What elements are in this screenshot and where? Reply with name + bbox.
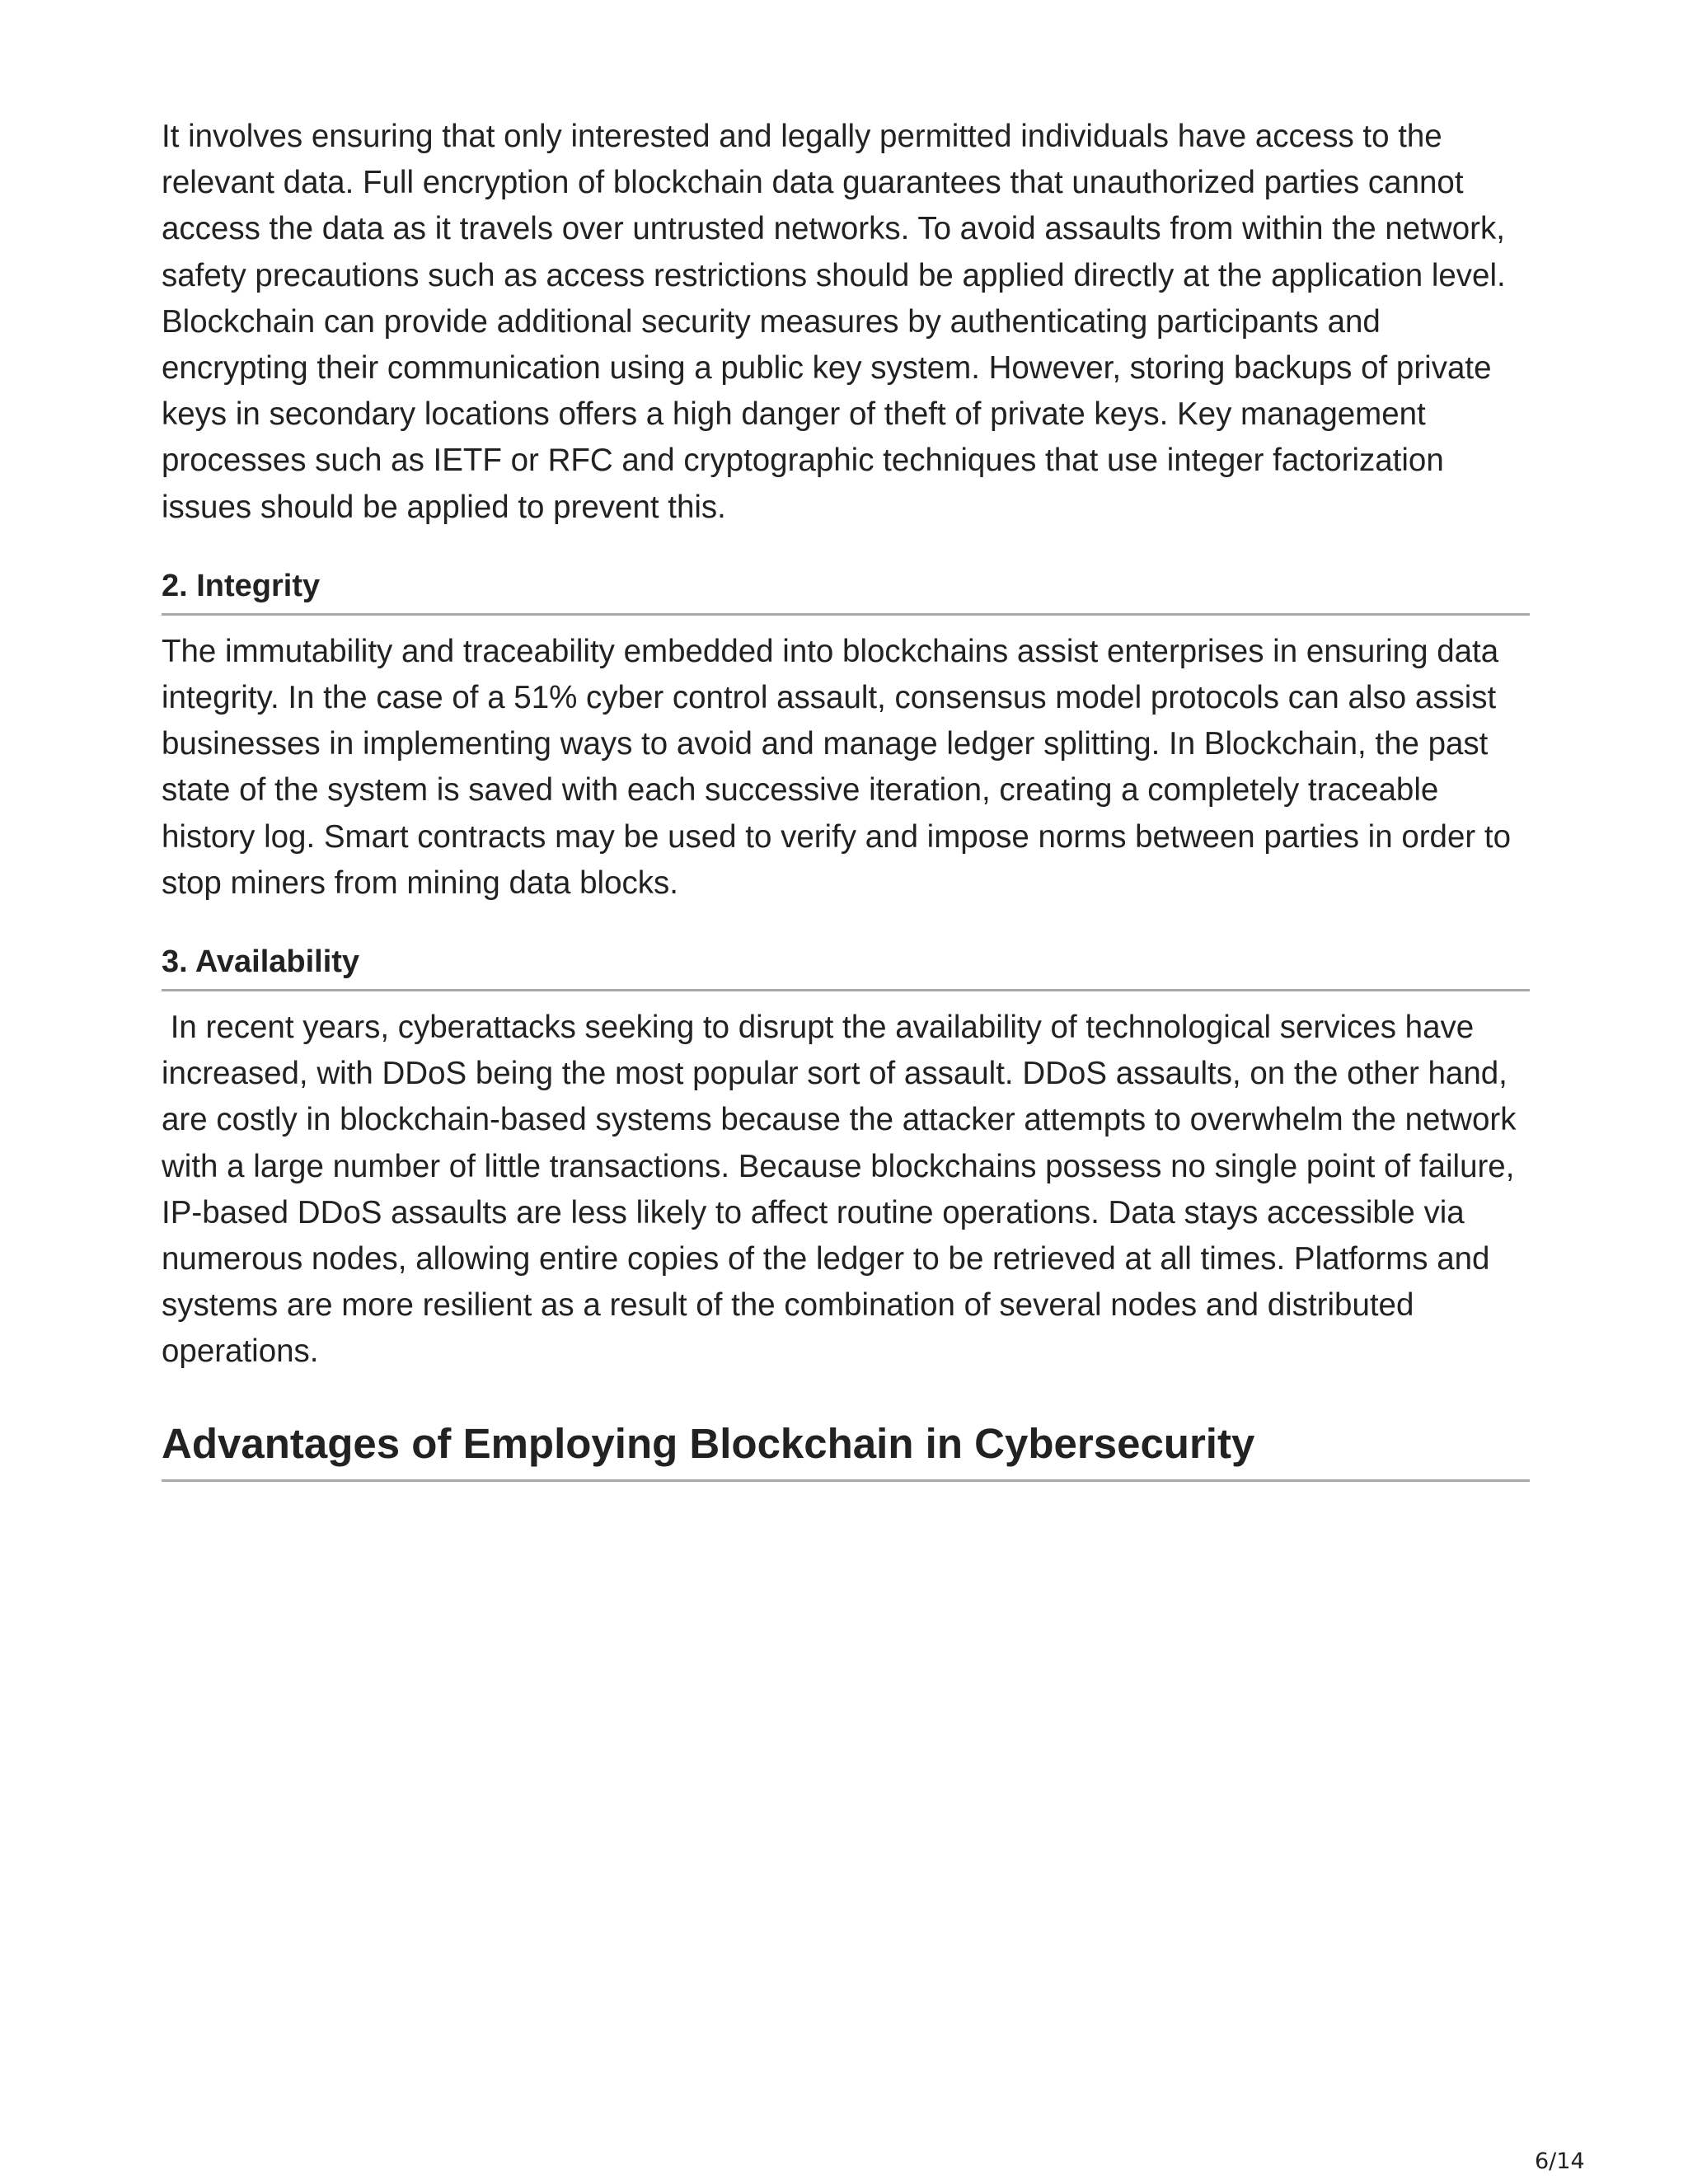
availability-heading: 3. Availability: [162, 944, 360, 980]
integrity-paragraph: The immutability and traceability embedded into blockchains assist enterprises in ensuring data integrity. In the case of a 51% cyber control assault, consensus model protocols can also assist businesses in implementing ways to avoid and manage ledger splitting. In Blockchain, the past state of the system is saved with each successive iteration, creating a completely traceable history log. Smart contracts may be used to verify and impose norms between parties in order to stop miners from mining data blocks.: [162, 633, 1512, 901]
availability-divider: [162, 989, 1530, 991]
availability-paragraph: In recent years, cyberattacks seeking to disrupt the availability of technological services have increased, with DDoS being the most popular sort of assault. DDoS assaults, on the other hand, are costly in blockchain-based systems because the attacker attempts to overwhelm the network with a large number of little transactions. Because blockchains possess no single point of failure, IP-based DDoS assaults are less likely to affect routine operations. Data stays accessible via numerous nodes, allowing entire copies of the ledger to be retrieved at all times. Platforms and systems are more resilient as a result of the combination of several nodes and distributed operations.: [162, 1010, 1526, 1370]
document-page: [162, 114, 1530, 1482]
integrity-heading: 2. Integrity: [162, 568, 321, 603]
page-number: 6/14: [1535, 2149, 1585, 2174]
advantages-heading: Advantages of Employing Blockchain in Cybersecurity: [162, 1419, 1255, 1467]
advantages-divider: [162, 1479, 1530, 1482]
confidentiality-paragraph: It involves ensuring that only interested and legally permitted individuals have access to the relevant data. Full encryption of blockchain data guarantees that unauthorized parties cannot access the data as it travels over untrusted networks. To avoid assaults from within the network, safety precautions such as access restrictions should be applied directly at the application level. Blockchain can provide additional security measures by authenticating participants and encrypting their communication using a public key system. However, storing backups of private keys in secondary locations offers a high danger of theft of private keys. Key management processes such as IETF or RFC and cryptographic techniques that use integer factorization issues should be applied to prevent this.: [162, 119, 1506, 525]
integrity-divider: [162, 613, 1530, 616]
